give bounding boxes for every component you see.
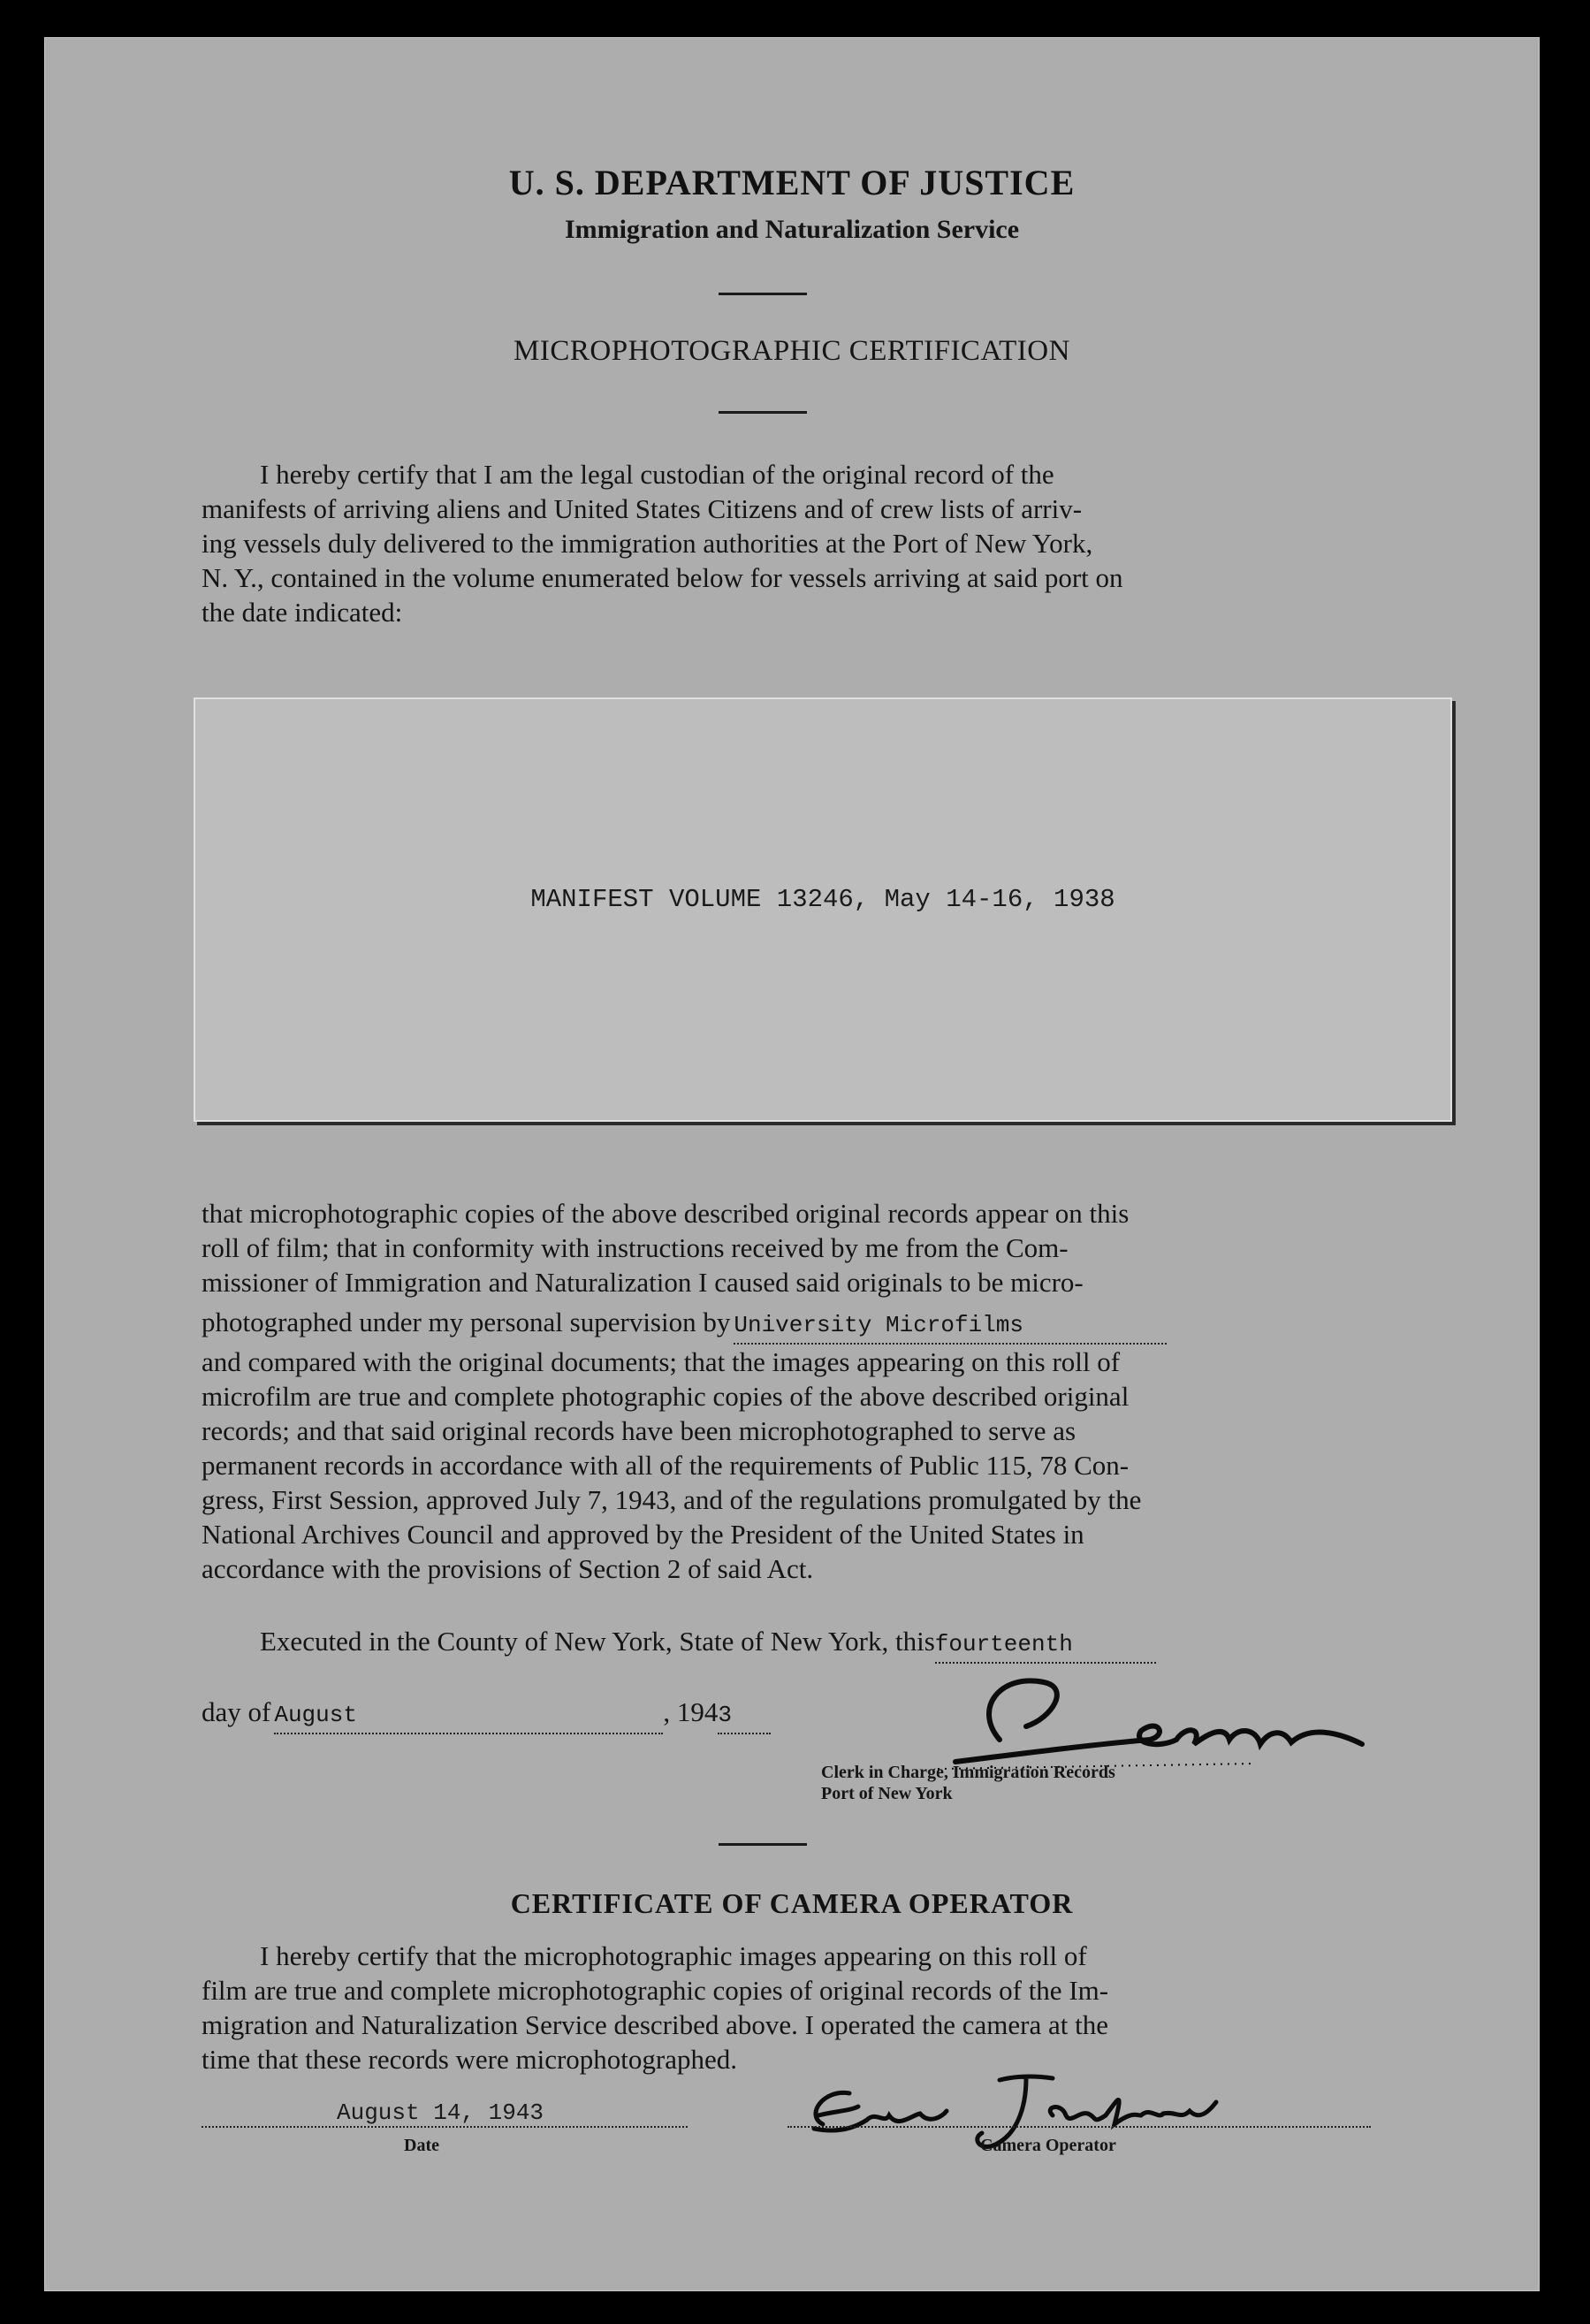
supervision-blank: [734, 1305, 1167, 1345]
intro-paragraph: [202, 457, 1377, 629]
execution-month-value: August: [274, 1702, 357, 1728]
body-line: microfilm are true and complete photographic copies of the above described original: [202, 1381, 1130, 1412]
date-line: [202, 2126, 688, 2128]
service-subtitle: Immigration and Naturalization Service: [564, 215, 1020, 244]
intro-line: the date indicated:: [202, 597, 403, 628]
clerk-title-line: Port of New York: [821, 1784, 953, 1803]
operator-line: time that these records were microphotographed.: [202, 2044, 737, 2075]
title-divider: [719, 411, 807, 414]
body-line: records; and that said original records have been microphotographed to serve as: [202, 1415, 1076, 1446]
intro-line: manifests of arriving aliens and United States Citizens and of crew lists of arriv-: [202, 493, 1083, 524]
department-title: U. S. DEPARTMENT OF JUSTICE: [508, 163, 1076, 202]
execution-day-value: fourteenth: [934, 1631, 1073, 1657]
camera-operator-heading: CERTIFICATE OF CAMERA OPERATOR: [510, 1887, 1074, 1919]
certificate-page: [44, 37, 1540, 2291]
intro-line: ing vessels duly delivered to the immigration authorities at the Port of New York,: [202, 528, 1093, 559]
year-blank: [718, 1695, 771, 1734]
body-line: missioner of Immigration and Naturalization I caused said originals to be micro-: [202, 1267, 1084, 1298]
supervision-name: University Microfilms: [734, 1312, 1024, 1338]
intro-line: I hereby certify that I am the legal custodian of the original record of the: [260, 459, 1054, 490]
supervision-line: [202, 1305, 1377, 1345]
body-line: gress, First Session, approved July 7, 1943, and of the regulations promulgated by the: [202, 1484, 1142, 1515]
clerk-title-line: Clerk in Charge, Immigration Records: [821, 1763, 1115, 1782]
certification-title: MICROPHOTOGRAPHIC CERTIFICATION: [514, 335, 1070, 367]
date-label: Date: [404, 2136, 439, 2155]
date-value: August 14, 1943: [337, 2099, 544, 2126]
operator-label: Camera Operator: [980, 2136, 1116, 2155]
operator-signature-line: [787, 2126, 1371, 2128]
supervision-prefix: photographed under my personal supervision by: [202, 1307, 731, 1337]
year-digit: 3: [718, 1702, 732, 1728]
manifest-volume-text: MANIFEST VOLUME 13246, May 14-16, 1938: [530, 885, 1115, 914]
body-line: roll of film; that in conformity with instructions received by me from the Com-: [202, 1232, 1069, 1263]
intro-line: N. Y., contained in the volume enumerated below for vessels arriving at said port on: [202, 562, 1123, 593]
header-divider: [719, 293, 807, 295]
body-line: National Archives Council and approved by the President of the United States in: [202, 1519, 1084, 1550]
body-line: that microphotographic copies of the above described original records appear on this: [202, 1198, 1130, 1229]
execution-month-line: [202, 1695, 909, 1734]
body-line: permanent records in accordance with all of the requirements of Public 115, 78 Con-: [202, 1450, 1130, 1481]
clerk-title: [821, 1762, 1115, 1804]
operator-paragraph: [202, 1939, 1377, 2076]
manifest-slip: [194, 697, 1452, 1122]
execution-month-blank: [274, 1695, 663, 1734]
operator-line: film are true and complete microphotographic copies of original records of the Im-: [202, 1975, 1109, 2006]
body-line: accordance with the provisions of Section 2 of said Act.: [202, 1553, 814, 1584]
operator-line: migration and Naturalization Service described above. I operated the camera at the: [202, 2009, 1108, 2040]
body-paragraph: [202, 1196, 1377, 1586]
execution-prefix: Executed in the County of New York, State of New York, this: [260, 1626, 935, 1657]
operator-divider: [719, 1843, 807, 1846]
day-of-label: day of: [202, 1696, 271, 1727]
year-prefix: , 194: [663, 1696, 719, 1727]
body-line: and compared with the original documents; that the images appearing on this roll of: [202, 1346, 1121, 1377]
operator-line: I hereby certify that the microphotographic images appearing on this roll of: [260, 1940, 1087, 1971]
